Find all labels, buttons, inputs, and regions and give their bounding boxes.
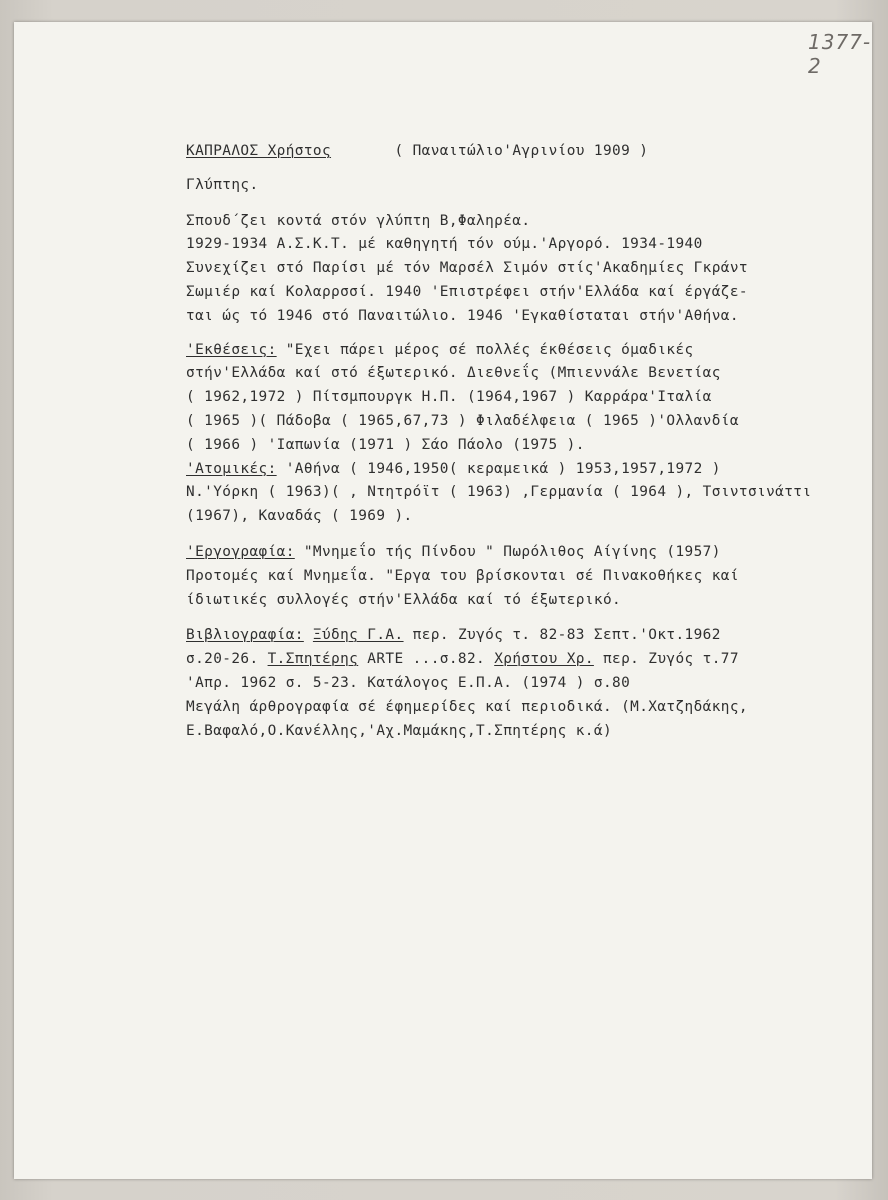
bio-line: 1929-1934 Α.Σ.Κ.Τ. μέ καθηγητή τόν ούμ.'Αργορό. 1934-1940 xyxy=(186,236,703,253)
bibliography-text: περ. Ζυγός τ. 82-83 Σεπτ.'Οκτ.1962 xyxy=(403,627,721,644)
works-text: "Μνημεΐο τής Πίνδου " Πωρόλιθος Αίγίνης (1957) xyxy=(294,543,721,560)
exhibitions-line: στήν'Ελλάδα καί στό έξωτερικό. Διεθνεΐς (Μπιεννάλε Βενετίας xyxy=(186,365,721,382)
works-line: ίδιωτικές συλλογές στήν'Ελλάδα καί τό έξωτερικό. xyxy=(186,591,622,608)
artist-origin: ( Παναιτώλιο'Αγρινίου 1909 ) xyxy=(394,143,649,159)
bibliography-text: ARTE ...σ.82. xyxy=(358,651,495,668)
bibliography-ref-xydis: Ξύδης Γ.Α. xyxy=(312,627,404,644)
exhibitions-label: 'Εκθέσεις: xyxy=(186,341,277,358)
solo-line: Ν.'Υόρκη ( 1963)( , Ντητρόϊτ ( 1963) ,Γερμανία ( 1964 ), Τσιντσινάττι xyxy=(186,484,812,501)
bibliography-line: Ε.Βαφαλό,Ο.Κανέλλης,'Αχ.Μαμάκης,Τ.Σπητέρης κ.ά) xyxy=(186,722,613,739)
exhibitions-text: "Εχει πάρει μέρος σέ πολλές έκθέσεις όμαδικές xyxy=(276,341,694,358)
archive-reference-number: 1377-2 xyxy=(808,30,872,78)
artist-name: ΚΑΠΡΑΛΟΣ Χρήστος xyxy=(186,143,332,159)
bibliography-section xyxy=(186,624,866,743)
exhibitions-line: ( 1966 ) 'Ιαπωνία (1971 ) Σάο Πάολο (1975 ). xyxy=(186,436,585,453)
solo-exhibitions-section xyxy=(186,458,866,529)
exhibitions-section xyxy=(186,339,866,458)
bio-line: Σπουδ΄ζει κοντά στόν γλύπτη Β,Φαληρέα. xyxy=(186,212,531,229)
bio-line: Συνεχίζει στό Παρίσι μέ τόν Μαρσέλ Σιμόν στίς'Ακαδημίες Γκράντ xyxy=(186,260,748,277)
exhibitions-line: ( 1965 )( Πάδοβα ( 1965,67,73 ) Φιλαδέλφεια ( 1965 )'Ολλανδία xyxy=(186,412,739,429)
exhibitions-line: ( 1962,1972 ) Πίτσμπουργκ Η.Π. (1964,1967 ) Καρράρα'Ιταλία xyxy=(186,389,712,406)
works-label: 'Εργογραφία: xyxy=(186,543,295,560)
bio-line: Σωμιέρ καί Κολαρρσσί. 1940 'Επιστρέφει στήν'Ελλάδα καί έργάζε- xyxy=(186,283,748,300)
profession: Γλύπτης. xyxy=(186,176,259,193)
solo-label: 'Ατομικές: xyxy=(186,460,277,477)
bibliography-text: σ.20-26. xyxy=(186,651,268,668)
bibliography-ref-christou: Χρήστου Χρ. xyxy=(494,651,594,668)
bibliography-ref-spiteris: Τ.Σπητέρης xyxy=(267,651,359,668)
document-page xyxy=(14,22,872,1179)
bibliography-label: Βιβλιογραφία: xyxy=(186,627,304,644)
document-body xyxy=(186,140,866,743)
biography xyxy=(186,210,866,329)
solo-text: 'Αθήνα ( 1946,1950( κεραμεικά ) 1953,1957,1972 ) xyxy=(276,460,721,477)
works-section xyxy=(186,541,866,612)
header-line xyxy=(186,140,866,164)
solo-line: (1967), Καναδάς ( 1969 ). xyxy=(186,508,413,525)
bibliography-line: 'Απρ. 1962 σ. 5-23. Κατάλογος Ε.Π.Α. (1974 ) σ.80 xyxy=(186,674,631,691)
bibliography-line: Μεγάλη άρθρογραφία σέ έφημερίδες καί περιοδικά. (Μ.Χατζηδάκης, xyxy=(186,698,748,715)
works-line: Προτομές καί Μνημεΐα. "Εργα του βρίσκονται σέ Πινακοθήκες καί xyxy=(186,567,739,584)
bio-line: ται ώς τό 1946 στό Παναιτώλιο. 1946 'Εγκαθίσταται στήν'Αθήνα. xyxy=(186,307,739,324)
bibliography-text: περ. Ζυγός τ.77 xyxy=(593,651,739,668)
